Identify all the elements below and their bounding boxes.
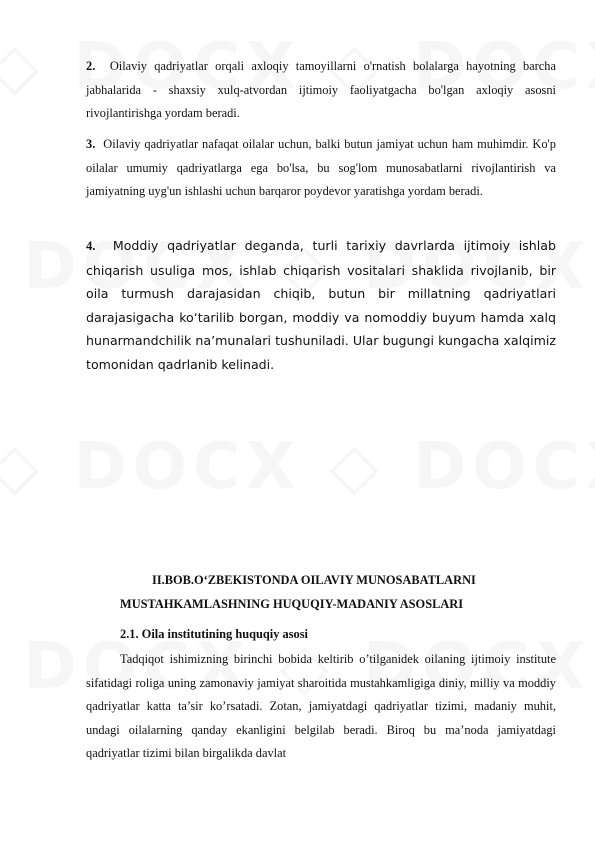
chapter-heading-line1: II.BOB.O‘ZBEKISTONDA OILAVIY MUNOSABATLARNI xyxy=(152,573,476,587)
background-watermark xyxy=(0,430,595,504)
section-body-paragraph: Tadqiqot ishimizning birinchi bobida keltirib o’tilganidek oilaning ijtimoiy institute sifatidagi roliga uning zamonaviy jamiyat sharoitida mustahkamligiga diniy, milliy va moddiy qadriyatlar katta ta’sir ko’rsatadi. Zotan, jamiyatdagi qadriyatlar tizimi, madaniy muhit, undagi oilalarning qanday ekanligini belgilab beradi. Biroq bu ma’noda jamiyatdagi qadriyatlar tizimi bilan birgalikda davlat xyxy=(86,652,556,760)
list-item-2 xyxy=(86,55,556,126)
list-number: 4. xyxy=(86,239,96,253)
chapter-heading-line2: MUSTAHKAMLASHNING HUQUQIY-MADANIY ASOSLARI xyxy=(120,597,464,611)
section-title: 2.1. Oila institutining huquqiy asosi xyxy=(120,627,308,641)
chapter-heading xyxy=(120,568,560,616)
list-item-text: Moddiy qadriyatlar deganda, turli tarixiy davrlarda ijtimoiy ishlab chiqarish usuliga mos, ishlab chiqarish vositalari shaklida rivojlanib, bir oila turmush darajasidan chiqib, butun bir millatning qadriyatlari darajasigacha ko‘tarilib borgan, moddiy va nomoddiy buyum hamda xalq hunarmandchilik na’munalari tushuniladi. Ular bugungi kungacha xalqimiz tomonidan qadrlanib kelinadi. xyxy=(86,238,556,372)
list-item-3 xyxy=(86,133,556,204)
list-item-text: Oilaviy qadriyatlar nafaqat oilalar uchun, balki butun jamiyat uchun ham muhimdir. Ko'p oilalar umumiy qadriyatlarga ega bo'lsa, bu sog'lom munosabatlarni rivojlantirish va jamiyatning uyg'un ishlashi uchun barqaror poydevor yaratishga yordam beradi. xyxy=(86,137,556,198)
list-number: 3. xyxy=(86,137,96,151)
list-item-text: Oilaviy qadriyatlar orqali axloqiy tamoyillarni o'rnatish bolalarga hayotning barcha jabhalarida - shaxsiy xulq-atvordan ijtimoiy faoliyatgacha bo'lgan axloqiy asosni rivojlantirishga yordam beradi. xyxy=(86,59,556,120)
list-number: 2. xyxy=(86,59,96,73)
list-item-4 xyxy=(86,234,556,376)
